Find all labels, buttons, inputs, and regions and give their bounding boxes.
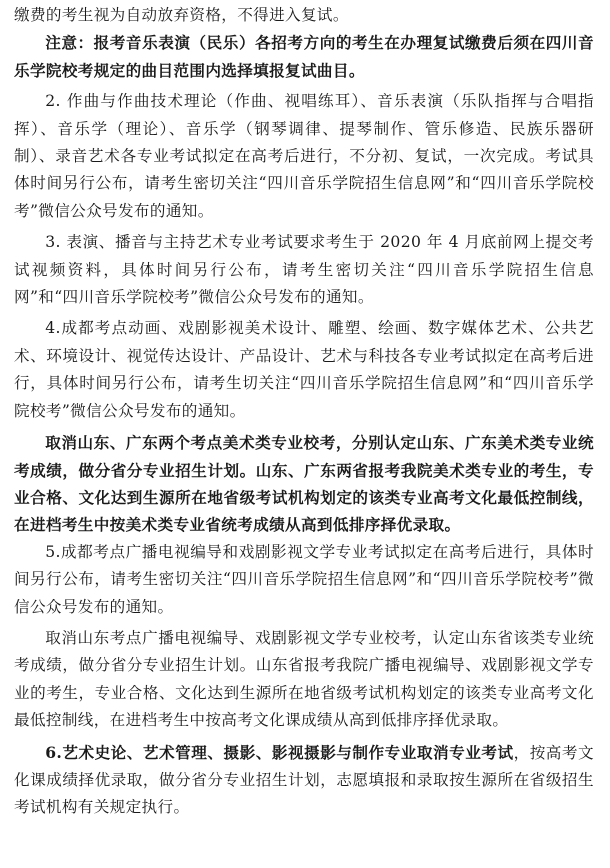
paragraph-item-5: 5.成都考点广播电视编导和戏剧影视文学专业考试拟定在高考后进行，具体时间另行公布，请考生密切关注“四川音乐学院招生信息网”和“四川音乐学院校考”微信公众号发布的通知。 [14,542,594,616]
paragraph-item-6 [14,739,594,822]
paragraph-broadcast-cancel: 取消山东考点广播电视编导、戏剧影视文学专业校考，认定山东省该类专业统考成绩，做分省分专业招生计划。山东省报考我院广播电视编导、戏剧影视文学专业的考生，专业合格、文化达到生源所在地省级考试机构划定的该类专业高考文化最低控制线，在进档考生中按高考文化课成绩从高到低排序择优录取。 [14,628,594,730]
paragraph-item-3: 3. 表演、播音与主持艺术专业考试要求考生于 2020 年 4 月底前网上提交考试视频资料，具体时间另行公布，请考生密切关注“四川音乐学院招生信息网”和“四川音乐学院校考”微信公众号发布的通知。 [14,233,594,307]
paragraph-notice: 注意：报考音乐表演（民乐）各招考方向的考生在办理复试缴费后须在四川音乐学院校考规定的曲目范围内选择填报复试曲目。 [14,33,594,80]
paragraph-continuation: 缴费的考生视为自动放弃资格，不得进入复试。 [14,6,349,24]
paragraph-art-exam-cancel: 取消山东、广东两个考点美术类专业校考，分别认定山东、广东美术类专业统考成绩，做分省分专业招生计划。山东、广东两省报考我院美术类专业的考生，专业合格、文化达到生源所在地省级考试机构划定的该类专业高考文化最低控制线，在进档考生中按美术类专业省统考成绩从高到低排序择优录取。 [14,433,594,535]
paragraph-item-6-heading: 6.艺术史论、艺术管理、摄影、影视摄影与制作专业取消专业考试 [45,742,514,762]
paragraph-item-4: 4.成都考点动画、戏剧影视美术设计、雕塑、绘画、数字媒体艺术、公共艺术、环境设计、视觉传达设计、产品设计、艺术与科技各专业考试拟定在高考后进行，具体时间另行公布，请考生切关注“四川音乐学院招生信息网”和“四川音乐学院校考”微信公众号发布的通知。 [14,319,594,420]
paragraph-item-6-body: ，按高考文化课成绩择优录取，做分省分专业招生计划，志愿填报和录取按生源所在省级招生考试机构有关规定执行。 [14,743,594,817]
paragraph-item-2: 2. 作曲与作曲技术理论（作曲、视唱练耳）、音乐表演（乐队指挥与合唱指挥）、音乐学（理论）、音乐学（钢琴调律、提琴制作、管乐修造、民族乐器研制）、录音艺术各专业考试拟定在高考后进行，不分初、复试，一次完成。考试具体时间另行公布，请考生密切关注“四川音乐学院招生信息网”和“四川音乐学院校考”微信公众号发布的通知。 [14,92,594,220]
